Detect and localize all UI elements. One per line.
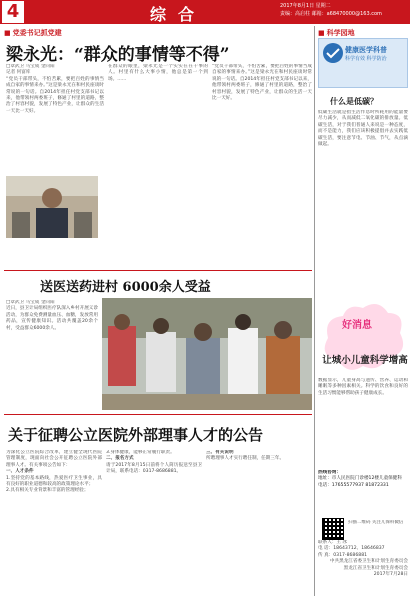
story1-para3: “党员干部带头，不怕苦累，要把百姓的事情当成自家的事情来办。”这是梁永光在和村民座谈时常说的一句话。自2014年担任村党支部书记以来，他带领村两委班子，修通了村里的道路，整治了村容村貌，发展了特色产业，让群众的生活一天比一天好。 xyxy=(212,64,312,102)
story3-req2: 2.具有相关专业背景和丰富的管理经验； xyxy=(6,488,89,494)
story2-byline: □章武卫 马宝成 金向阳 xyxy=(6,300,55,305)
story2-headline: 送医送药进村 6000余人受益 xyxy=(40,280,211,295)
story3-h3: 三、有关说明 xyxy=(206,450,234,455)
story3-col2 xyxy=(106,450,202,596)
story1-para: “党员干部带头，不怕苦累，要把百姓的事情当成自家的事情来办。”这是梁永光在和村民座谈时常说的一句话。自2014年担任村党支部书记以来，他带领村两委班子，修通了村里的道路，整治了村容村貌，发展了特色产业，让群众的生活一天比一天好。 xyxy=(6,76,104,114)
notice-footer xyxy=(318,540,408,598)
issuer-1: 中共黑龙江省委卫生和计划生育委员会 xyxy=(329,559,408,565)
story1-photo xyxy=(6,176,98,238)
sidebar-book-body: 数据显示，儿童身高与遗传、营养、运动和睡眠等多种因素相关。科学的饮食和良好的生活习惯能够帮助孩子健康成长。 xyxy=(318,378,408,396)
sidebar-hotline xyxy=(318,470,408,514)
sidebar-divider xyxy=(314,26,315,596)
hotline-phone: 电话：17655577937 81872331 xyxy=(318,482,389,488)
story3-col3 xyxy=(206,450,310,596)
date-line: 2017年8月1日 星期二 xyxy=(280,3,331,9)
good-news-badge xyxy=(318,298,408,378)
qr-label: 扫描二维码 关注儿保科微信 xyxy=(348,520,404,525)
hotline-address: 地址：市人民医院门诊楼12楼儿童保健科 xyxy=(318,476,402,482)
logo-subtitle: 科学有效 科学防治 xyxy=(345,56,387,62)
section-title: 综合 xyxy=(150,5,207,24)
page-number: 4 xyxy=(2,1,24,23)
story2-para: 近日，县卫计局组织医疗队深入乡村开展义诊活动，为群众免费测量血压、血糖，发放常用药品，宣传健康知识。活动共覆盖20余个村，受益群众6000余人。 xyxy=(6,306,98,331)
sidebar-qa-body: 低碳生活就是指生活作息时所耗用的能量要尽力减少，从而减低二氧化碳的排放量。低碳生活，对于我们普通人来说是一种态度，而不是能力，我们应该积极提倡并去实践低碳生活，要注意节电、节油、节气，从点滴做起。 xyxy=(318,110,408,148)
page-header xyxy=(0,0,410,24)
story3-req1: 1.坚持党的基本路线，热爱医疗卫生事业，具有良好的职业道德和较高的政策理论水平； xyxy=(6,475,102,488)
health-logo-box xyxy=(318,38,408,88)
contact-fax: 传 真：0317-8686881 xyxy=(318,552,368,558)
editor-line: 责编：高启柱 邮箱：a68470000@163.com xyxy=(280,11,382,17)
header-meta xyxy=(280,2,382,18)
issuer-2: 黑龙江省卫生和计划生育委员会 xyxy=(343,565,408,571)
contact-phone: 电 话：18643712、18646837 xyxy=(318,546,385,552)
story3-headline: 关于征聘公立医院外部理事人才的公告 xyxy=(8,426,264,444)
sidebar-book-title: 让城小儿童科学增高 xyxy=(322,355,408,366)
column-title-party: ■ 党委书记抓党建 xyxy=(4,28,62,38)
issue-date: 2017年7月28日 xyxy=(373,572,408,578)
contact-person: 联系人：王 冰 xyxy=(318,540,348,545)
story1-body-col2 xyxy=(108,64,208,264)
story3-col1 xyxy=(6,450,102,596)
logo-title: 健康医学科普 xyxy=(345,46,387,54)
badge-text: 好消息 xyxy=(342,320,372,331)
story1-body-col3 xyxy=(212,64,312,264)
story1-headline: 梁永光：“群众的事情等不得” xyxy=(6,45,230,65)
divider-2 xyxy=(4,414,312,415)
story3-intro: 为深化公立医院综合改革，建立健全现代医院管理制度，现面向社会公开征聘公立医院外部理事人才。有关事项公告如下： xyxy=(6,450,102,468)
story2-body xyxy=(6,300,98,412)
hotline-label: 热线咨询： xyxy=(318,470,341,475)
story1-byline2: 记者 何富库 xyxy=(6,70,31,76)
story3-h2: 二、报名方式 xyxy=(106,456,134,462)
story1-byline: □章武卫 马宝成 金向阳 xyxy=(6,64,55,69)
story3-apply: 请于2017年8月15日前将个人简历报送至县卫计局，联系电话：0317-8686881。 xyxy=(106,462,202,475)
column-title-science: ■ 科学园地 xyxy=(318,28,355,38)
story1-para2: 在群众的眼里，梁永光是一个实实在在干事的人。村里有什么大事小情，他总是第一个到场。…… xyxy=(108,64,208,82)
story3-h1: 一、人才条件 xyxy=(6,469,34,475)
story2-photo xyxy=(102,298,312,410)
qr-code-icon xyxy=(322,518,344,540)
story3-req3: 3.身体健康，能够正常履行职责。 xyxy=(106,450,175,455)
story3-note: 所聘理事人才实行聘任制，任期三年。 xyxy=(206,456,285,462)
divider-1 xyxy=(4,270,312,271)
sidebar-question: 什么是低碳？ xyxy=(330,97,378,106)
